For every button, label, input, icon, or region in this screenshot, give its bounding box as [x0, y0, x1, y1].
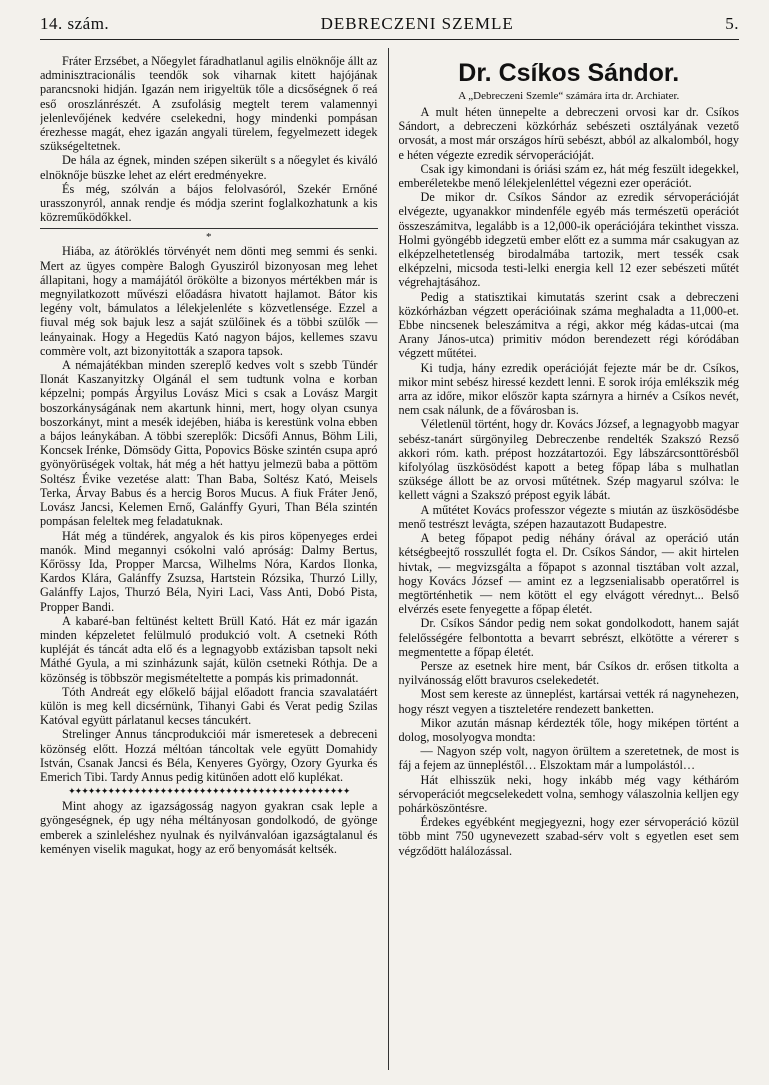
- paragraph: A mult héten ünnepelte a debreczeni orvosi kar dr. Csíkos Sándort, a debreczeni közkórház sebészeti osztályának vezető orvosát, a most már országos hírü sebészt, abból az alkalomból, hogy e héten végezte ezredik sérvoperációját.: [398, 105, 739, 162]
- paragraph: Érdekes egyébként megjegyezni, hogy ezer sérvoperáció közül több mint 750 ugynevezett szabad-sérv volt s egyetlen eset sem végződött halálozással.: [398, 815, 739, 858]
- paragraph: Hát még a tündérek, angyalok és kis piros köpenyeges erdei manók. Mind megannyi csókolni való apróság: Dalmy Bertus, Kőrössy Ida, Propper Marcsa, Wilhelms Nóra, Kardos Ilonka, Kardos Klára, Galánffy Zsuzsa, Hartstein Rózsika, Thurzó Lilly, Galánffy Lajos, Thurzó Béla, Nyiri Laci, Vass Anti, Dobó Pista, Propper Bandi.: [40, 528, 378, 614]
- left-column: [40, 40, 388, 1070]
- ornament-divider: ✦✦✦✦✦✦✦✦✦✦✦✦✦✦✦✦✦✦✦✦✦✦✦✦✦✦✦✦✦✦✦✦✦✦✦✦✦✦✦✦✦✦✦: [68, 786, 350, 797]
- paragraph: Hiába, az átöröklés törvényét nem dönti meg semmi és senki. Mert az ügyes compère Balogh Gyusziról bizonyosan meg lehet állapitani, hogy a mamájától örökölte a bizonyos mértékben már is megnyilatkozott művészi előadásra hivatott hajlamot. Bátor kis legény volt, bámulatos a lélekjelenléte s közvetlensége. Ezzel a fiuval még sok bajuk lesz a saját szülőinek és a többi szülők — leányainak. Hogy a Hegedüs Kató nagyon bájos, kellemes szavu commère volt, azt bizonyitották a szapora tapsok.: [40, 244, 378, 358]
- paragraph: A beteg főpapot pedig néhány órával az operáció után kétségbeejtő rosszullét fogta el. Dr. Csíkos Sándor, — akit hirtelen hivtak, — megvizsgálta a főpapot s azonnal tisztában volt azzal, hogy Kovács József — amint ez a legzsenialisabb operatőrrel is megtörténhetik — nem kötött el egy elvágott vérednyt... Belső elvérzés esete fenyegette a főpap életét.: [398, 531, 739, 617]
- paragraph: Dr. Csíkos Sándor pedig nem sokat gondolkodott, hanem saját felelősségére felbontotta a bevarrt sebrészt, elkötötte a vérereт s megmentette a főpap életét.: [398, 616, 739, 659]
- paragraph: Tóth Andreát egy előkelő bájjal előadott francia szavalatáért külön is meg kell dicsérnünk, Tihanyi Gabi és Verat pedig Szilas Katóval együtt párlatanul kecses táncukért.: [40, 684, 378, 728]
- paragraph: Véletlenül történt, hogy dr. Kovács József, a legnagyobb magyar sebész-tanárt sürgönyileg Debreczenbe rendelték Szakszó Rezső akkori róm. kath. prépost hozzátartozói. Egy lábszárcsonttörésből kifolyólag üszkösödést kapott a beteg főpap lába s mulhatlan szüksége állott be az orvosi műtétnek. Szép magyarul szólva: le kellett vágni a Szakszó prépost egyik lábát.: [398, 417, 739, 503]
- paragraph: — Nagyon szép volt, nagyon örültem a szeretetnek, de most is fáj a fejem az ünnepléstől… Elszoktam már a lumpolástól…: [398, 744, 739, 773]
- paragraph: Pedig a statisztikai kimutatás szerint csak a debreczeni közkórházban végzett operációinak száma meghaladta a 11,000-et. Ebbe nincsenek beleszámitva a régi, akkor még kádas-utcai (ma Arany János-utca) primitiv módon berendezett régi kóródában végzett műtétei.: [398, 289, 739, 361]
- paragraph: Most sem kereste az ünneplést, kartársai vették rá nagynehezen, hogy részt vegyen a tiszteletére rendezett banketten.: [398, 687, 739, 716]
- issue-number: 14. szám.: [40, 14, 110, 33]
- columns: [40, 40, 739, 1070]
- section-rule: [40, 228, 378, 229]
- paragraph: Csak igy kimondani is óriási szám ez, hát még feszült idegekkel, emberéletekbe menő lélekjelenléttel végezni ezer operációt.: [398, 161, 739, 191]
- page-number: 5.: [725, 14, 739, 33]
- paragraph: A némajátékban minden szereplő kedves volt s szebb Tündér Ilonát Kaszanyitzky Olgánál el sem tudtunk volna e korban képzelni; pompás Árgyilus Lovász Mici s csak a Lovász Margit boszorkányságának nem akartunk hinni, mert, hogy olyan csunya boszorkányt, mint a mesék idejében, hiába is kerestünk volna ebben a bájos leánykában. A többi szereplők: Dicsőfi Annus, Böhm Lili, Koncsek Irénke, Dömsödy Gitta, Popovics Böske szintén csupa apró gyönyörüségek voltak, hát még a hét hattyu jelmezü baba a pöttöm Soltész Évike vezetése alatt: Than Baba, Soltész Kató, Meisels Terka, Árvay Babus és a hercig Boros Mucus. A fiuk Fráter Jenő, Lovász Jancsi, Kelemen Ernő, Galánffy Gyuri, Than Béla szintén pompásan feleltek meg feladatuknak.: [40, 358, 378, 529]
- paragraph: A műtétet Kovács professzor végezte s miután az üszkösödésbe menő testrészt levágta, szépen hazautazott Budapestre.: [398, 502, 739, 531]
- page-header: [40, 14, 739, 36]
- article-title: Dr. Csíkos Sándor.: [458, 59, 680, 87]
- paragraph: Ki tudja, hány ezredik operációját fejezte már be dr. Csíkos, mikor mint sebész hiressé kezdett lenni. E sorok irója emlékszik még arra az időre, mikor először kapta szárnyra a hirnév a Csíkos nevét, nem csak nálunk, de a fővárosban is.: [398, 360, 739, 418]
- paragraph: De mikor dr. Csíkos Sándor az ezredik sérvoperációját elvégezte, ugyanakkor mindenféle egyéb más természetü operációt összeszámitva, legalább is a 12,000-ik operációjára tekinthet vissza. Holmi gyöngébb idegzetü ember előtt ez a summa már csakugyan az elképzelhetetlenség birodalmába tartozik, mert tessék csak elképzelni, micsoda testi-lelki energia kell 12 ezer sebészeti műtét végrehajtásához.: [398, 190, 739, 290]
- right-column: [389, 40, 740, 1070]
- publication-title: DEBRECZENI SZEMLE: [320, 14, 514, 33]
- paragraph: Fráter Erzsébet, a Nőegylet fáradhatlanul agilis elnöknője állt az adminisztracionális teendők sok viharnak kitett hajójának parancsnoki hidján. Igazán nem irigyeltük tőle a dicsőségnek ő reá eső oroszlánrészét. A zsufolásig megtelt terem valamennyi jelenlevőjének kedvére cselekedni, hogy mindenki pompásan érezhesse magát, ehez igazán angyali türelem, fegyelmezett idegek szükségeltetnek.: [40, 54, 378, 154]
- paragraph: A kabaré-ban feltünést keltett Brüll Kató. Hát ez már igazán minden képzeletet felülmuló produkció volt. A csetneki Róth kupléját és táncát adta elő és a legnagyobb extázisban tapsolt neki Máthé Gyula, a mi szinházunk saját, külön csetneki Róthja. De a közönség is többször megismételtette a pompás kis primadonnát.: [40, 613, 378, 685]
- paragraph: De hála az égnek, minden szépen sikerült s a nőegylet és kiváló elnöknője büszke lehet az elért eredményekre.: [40, 153, 378, 182]
- paragraph: Mint ahogy az igazságosság nagyon gyakran csak leple a gyöngeségnek, ép ugy néha méltányosan gondolkodó, de gyönge emberek a szinleléshez nyulnak és nyilvánvalóan igazságtalanul és keményen viselik magukat, hogy az erő benyomását keltsék.: [40, 799, 378, 856]
- paragraph: Mikor azután másnap kérdezték tőle, hogy miképen történt a dolog, mosolyogva mondta:: [398, 715, 739, 744]
- section-star: *: [206, 231, 212, 244]
- article-byline: A „Debreczeni Szemle“ számára írta dr. Archiater.: [458, 90, 680, 102]
- paragraph: Persze az esetnek hire ment, bár Csíkos dr. erősen titkolta a nyilvánosság előtt bravuros cselekedetét.: [398, 658, 739, 688]
- paragraph: És még, szólván a bájos felolvasóról, Szekér Ernőné urasszonyról, annak rendje és módja szerint foglalkozhatunk a kis közreműködőkkel.: [40, 181, 378, 225]
- paragraph: Strelinger Annus táncprodukciói már ismeretesek a debreceni közönség előtt. Hozzá méltóan táncoltak vele együtt Domahidy István, Csanak Jancsi és Béla, Kenyeres György, Ozory Gyurka és Emerich Tibi. Tardy Annus pedig kitünően adott elő kuplékat.: [40, 727, 378, 784]
- paragraph: Hát elhisszük neki, hogy inkább még vagy kétháróm sérvoperációt megcselekedett volna, semhogy válaszolnia kelljen egy pohárköszöntésre.: [398, 772, 739, 815]
